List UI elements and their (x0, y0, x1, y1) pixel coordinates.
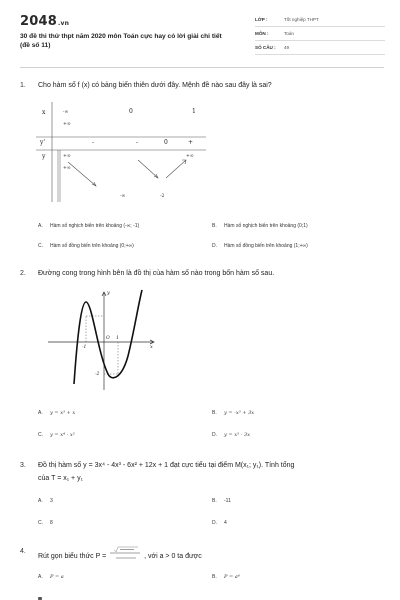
q2-option-c[interactable]: C. y = x⁴ - x² (38, 432, 75, 438)
radical-expression (108, 546, 142, 566)
question-3-text: Đồ thị hàm số y = 3x⁴ - 4x³ - 6x² + 12x + 1 đạt cực tiểu tại điểm M(x₁; y₁). Tính tổng (38, 462, 295, 469)
q1-option-b[interactable]: B. Hàm số nghịch biến trên khoảng (0;1) (212, 223, 308, 229)
q4-option-c-cutoff (38, 596, 50, 600)
graph-neg2-label: -2 (95, 372, 100, 377)
table-yp-sign-plus: + (188, 139, 194, 146)
table-y-top-left-2: +∞ (63, 166, 71, 171)
q1-option-c[interactable]: C. Hàm số đồng biến trên khoảng (0;+∞) (38, 243, 134, 249)
question-2-text: Đường cong trong hình bên là đồ thị của hàm số nào trong bốn hàm số sau. (38, 270, 275, 277)
question-1-number: 1. (20, 82, 26, 89)
table-y-label: y (42, 153, 46, 160)
table-y-top-right: +∞ (186, 154, 194, 159)
table-yp-zero: 0 (164, 139, 168, 146)
q4-option-a[interactable]: A. P = a (38, 574, 64, 580)
question-1-text: Cho hàm số f (x) có bảng biến thiên dưới đây. Mệnh đề nào sau đây là sai? (38, 82, 272, 89)
table-x-one: 1 (192, 108, 196, 115)
table-y-top-left: +∞ (63, 154, 71, 159)
header-divider (20, 67, 384, 68)
graph-one-label: 1 (116, 336, 119, 341)
graph-neg1-label: -1 (82, 345, 87, 350)
site-logo[interactable]: 2048.vn (20, 14, 70, 29)
q3-option-b[interactable]: B. -11 (212, 498, 231, 504)
table-y-bottom-neg2: -2 (160, 194, 165, 199)
q1-option-d[interactable]: D. Hàm số đồng biến trên khoảng (1;+∞) (212, 243, 308, 249)
table-yp-label: y' (40, 139, 46, 146)
table-yp-sign-2: - (136, 139, 139, 146)
variation-table (36, 102, 206, 212)
table-yp-sign-1: - (92, 139, 95, 146)
radical-expression-svg (108, 546, 142, 562)
q4-option-b[interactable]: B. P = a⁴ (212, 574, 240, 580)
meta-count-row: SỐ CÂU : 49 (255, 42, 385, 55)
function-graph-svg (42, 286, 160, 392)
question-4-number: 4. (20, 548, 26, 555)
table-x-label: x (42, 109, 46, 116)
document-title: 30 đề thi thử thpt năm 2020 môn Toán cực hay có lời giải chi tiết (đề số 11) (20, 33, 222, 49)
q3-option-c[interactable]: C. 8 (38, 520, 53, 526)
document-header (0, 0, 400, 66)
meta-class-row: LỚP : Tốt nghiệp THPT (255, 14, 385, 27)
function-graph (42, 286, 160, 392)
question-3-text-line-2: của T = x₁ + y₁ (38, 475, 83, 482)
question-2-number: 2. (20, 270, 26, 277)
table-x-pos-inf: +∞ (63, 122, 71, 127)
q2-option-b[interactable]: B. y = -x³ + 3x (212, 410, 255, 416)
graph-y-label: y (107, 290, 110, 296)
table-y-bottom-neg-inf: -∞ (120, 194, 126, 199)
graph-origin-label: O (106, 336, 110, 341)
q3-option-a[interactable]: A. 3 (38, 498, 53, 504)
q4-option-d-cutoff (212, 596, 242, 600)
graph-x-label: x (150, 344, 153, 350)
meta-subject-row: MÔN : Toán (255, 28, 385, 41)
q2-option-d[interactable]: D. y = x³ - 3x (212, 432, 250, 438)
q3-option-d[interactable]: D. 4 (212, 520, 227, 526)
q2-option-a[interactable]: A. y = x³ + x (38, 410, 76, 416)
table-x-zero: 0 (129, 108, 133, 115)
question-4-text: Rút gọn biểu thức P = , với a > 0 ta được (38, 546, 383, 566)
table-x-neg-inf: -∞ (63, 110, 69, 115)
question-3-number: 3. (20, 462, 26, 469)
q1-option-a[interactable]: A. Hàm số nghịch biến trên khoảng (-∞; -1) (38, 223, 140, 229)
